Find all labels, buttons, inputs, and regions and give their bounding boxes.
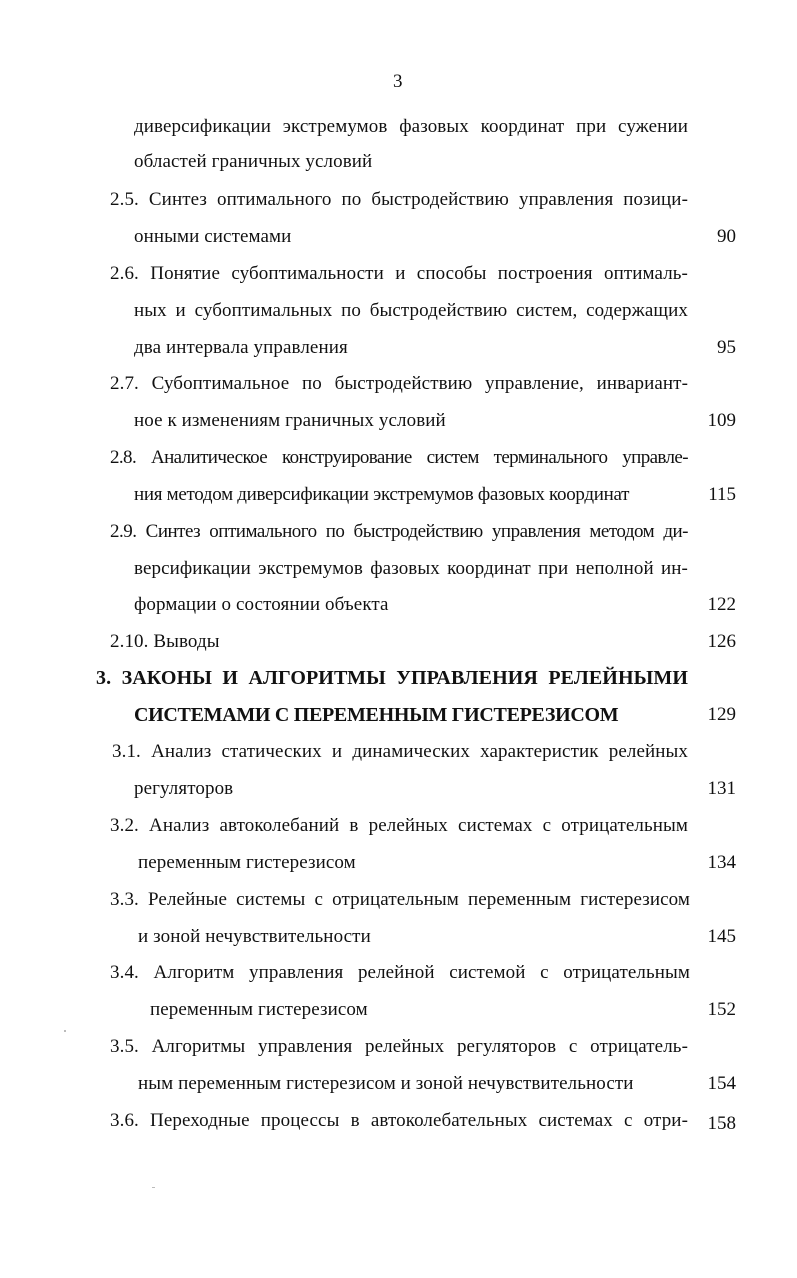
toc-entry-line: 3.2. Анализ автоколебаний в релейных системах с отрицательным [110,815,688,836]
toc-continuation-line: диверсификации экстремумов фазовых координат при сужении [134,116,688,137]
toc-page-number: 109 [707,410,736,431]
toc-entry-line: версификации экстремумов фазовых координат при неполной ин- [134,558,688,579]
scan-speck [64,1030,66,1032]
toc-entry-line: 2.8. Аналитическое конструирование систем терминального управле- [110,447,688,468]
toc-entry-line: 3.4. Алгоритм управления релейной системой с отрицательным [110,962,690,983]
toc-entry-line: 2.10. Выводы [110,631,220,652]
toc-page-number: 158 [707,1113,736,1134]
toc-entry-line: 3.5. Алгоритмы управления релейных регуляторов с отрицатель- [110,1036,688,1057]
toc-entry-line: 2.9. Синтез оптимального по быстродействию управления методом ди- [110,521,688,542]
toc-entry-line: переменным гистерезисом [138,852,356,873]
toc-entry-line: регуляторов [134,778,234,799]
toc-page-number: 134 [707,852,736,873]
chapter-heading-line: 3. ЗАКОНЫ И АЛГОРИТМЫ УПРАВЛЕНИЯ РЕЛЕЙНЫМИ [96,667,688,689]
toc-entry-line: ния методом диверсификации экстремумов фазовых координат [134,484,630,505]
toc-entry-line: два интервала управления [134,337,348,358]
toc-entry-line: 2.5. Синтез оптимального по быстродействию управления позици- [110,189,688,210]
toc-entry-line: онными системами [134,226,292,247]
scan-speck [152,1187,155,1188]
toc-entry-line: ным переменным гистерезисом и зоной нечувствительности [138,1073,634,1094]
toc-page-number: 145 [707,926,736,947]
toc-entry-line: ных и субоптимальных по быстродействию систем, содержащих [134,300,688,321]
toc-page-number: 115 [708,484,736,505]
toc-page-number: 129 [707,704,736,725]
toc-page-number: 122 [707,594,736,615]
toc-entry-line: и зоной нечувствительности [138,926,371,947]
toc-entry-line: 3.3. Релейные системы с отрицательным переменным гистерезисом [110,889,690,910]
toc-continuation-line: областей граничных условий [134,151,373,172]
page-number: 3 [393,71,403,92]
toc-page-number: 95 [717,337,736,358]
toc-page-number: 152 [707,999,736,1020]
toc-page-number: 154 [707,1073,736,1094]
toc-entry-line: формации о состоянии объекта [134,594,389,615]
chapter-heading-line: СИСТЕМАМИ С ПЕРЕМЕННЫМ ГИСТЕРЕЗИСОМ [134,704,619,726]
toc-entry-line: 3.6. Переходные процессы в автоколебательных системах с отри- [110,1110,688,1131]
toc-page-number: 131 [707,778,736,799]
toc-entry-line: 3.1. Анализ статических и динамических характеристик релейных [112,741,688,762]
toc-entry-line: ное к изменениям граничных условий [134,410,446,431]
toc-entry-line: 2.6. Понятие субоптимальности и способы построения оптималь- [110,263,688,284]
toc-entry-line: переменным гистерезисом [150,999,368,1020]
toc-page-number: 90 [717,226,736,247]
toc-entry-line: 2.7. Субоптимальное по быстродействию управление, инвариант- [110,373,688,394]
toc-page-number: 126 [707,631,736,652]
